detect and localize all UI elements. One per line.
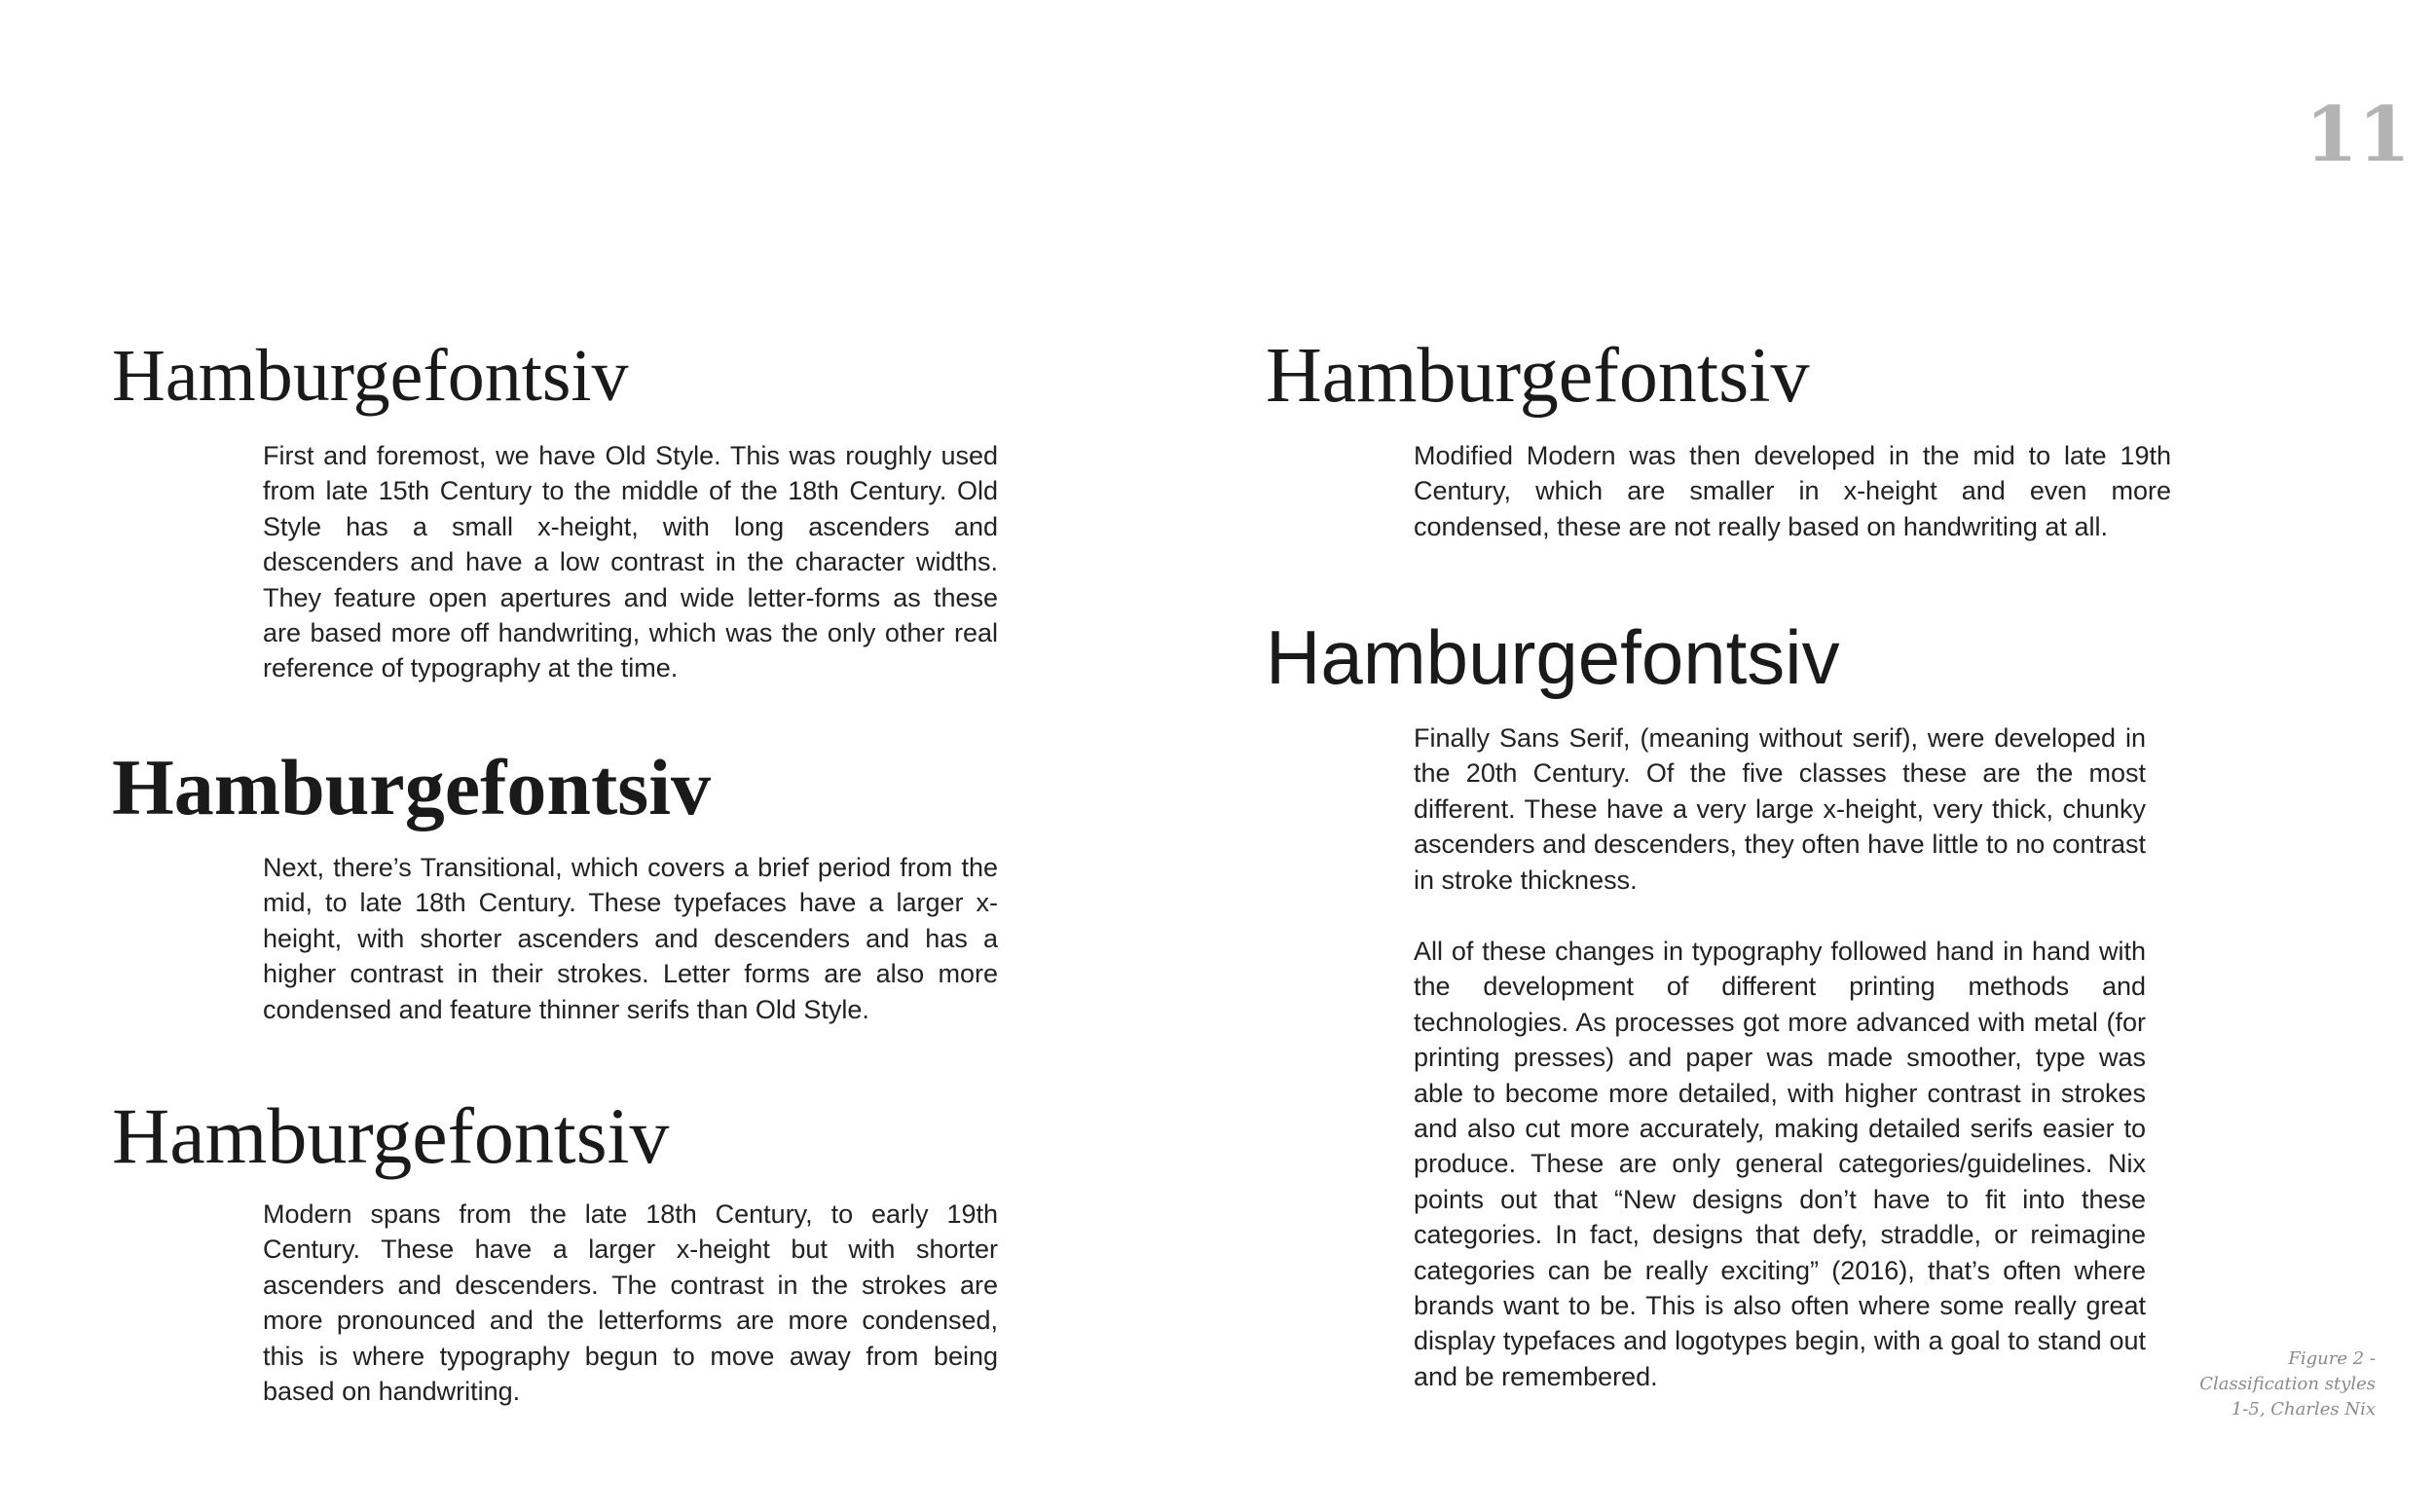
modified-modern-paragraph: Modified Modern was then developed in the mid to late 19th Century, which are smaller in x-height and even more condensed, these are not really based on handwriting at all. — [1414, 441, 2171, 541]
old-style-specimen: Hamburgefontsiv — [112, 335, 629, 417]
transitional-specimen: Hamburgefontsiv — [112, 743, 711, 831]
sans-serif-specimen: Hamburgefontsiv — [1266, 614, 1840, 700]
old-style-paragraph: First and foremost, we have Old Style. This was roughly used from late 15th Century to the middle of the 18th Century. Old Style has a small x-height, with long ascenders and descenders and have a low contrast in the character widths. They feature open apertures and wide letter-forms as these are based more off handwriting, which was the only other real reference of typography at the time. — [263, 441, 998, 683]
transitional-paragraph: Next, there’s Transitional, which covers a brief period from the mid, to late 18th Century. These typefaces have a larger x-height, with shorter ascenders and descenders and has a higher contrast in their strokes. Letter forms are also more condensed and feature thinner serifs than Old Style. — [263, 853, 998, 1024]
modern-paragraph: Modern spans from the late 18th Century, to early 19th Century. These have a larger x-height but with shorter ascenders and descenders. The contrast in the strokes are more pronounced and the letterforms are more condensed, this is where typography begun to move away from being based on handwriting. — [263, 1199, 998, 1407]
figure-caption: Figure 2 - Classification styles 1-5, Charles Nix — [2199, 1348, 2376, 1420]
sans-serif-paragraph: Finally Sans Serif, (meaning without serif), were developed in the 20th Century. Of the five classes these are the most different. These have a very large x-height, very thick, chunky ascenders and descenders, they often have little to no contrast in stroke thickness. — [1414, 723, 2146, 895]
modern-specimen: Hamburgefontsiv — [112, 1091, 670, 1180]
page-number: 11 — [2305, 91, 2411, 179]
modified-modern-specimen: Hamburgefontsiv — [1266, 333, 1810, 419]
conclusion-paragraph: All of these changes in typography followed hand in hand with the development of different printing methods and technologies. As processes got more advanced with metal (for printing presses) and paper was made smoother, type was able to become more detailed, with higher contrast in strokes and also cut more accurately, making detailed serifs easier to produce. These are only general categories/guidelines. Nix points out that “New designs don’t have to fit into these categories. In fact, designs that defy, straddle, or reimagine categories can be really exciting” (2016), that’s often where brands want to be. This is also often where some really great display typefaces and logotypes begin, with a goal to stand out and be remembered. — [1414, 937, 2146, 1391]
